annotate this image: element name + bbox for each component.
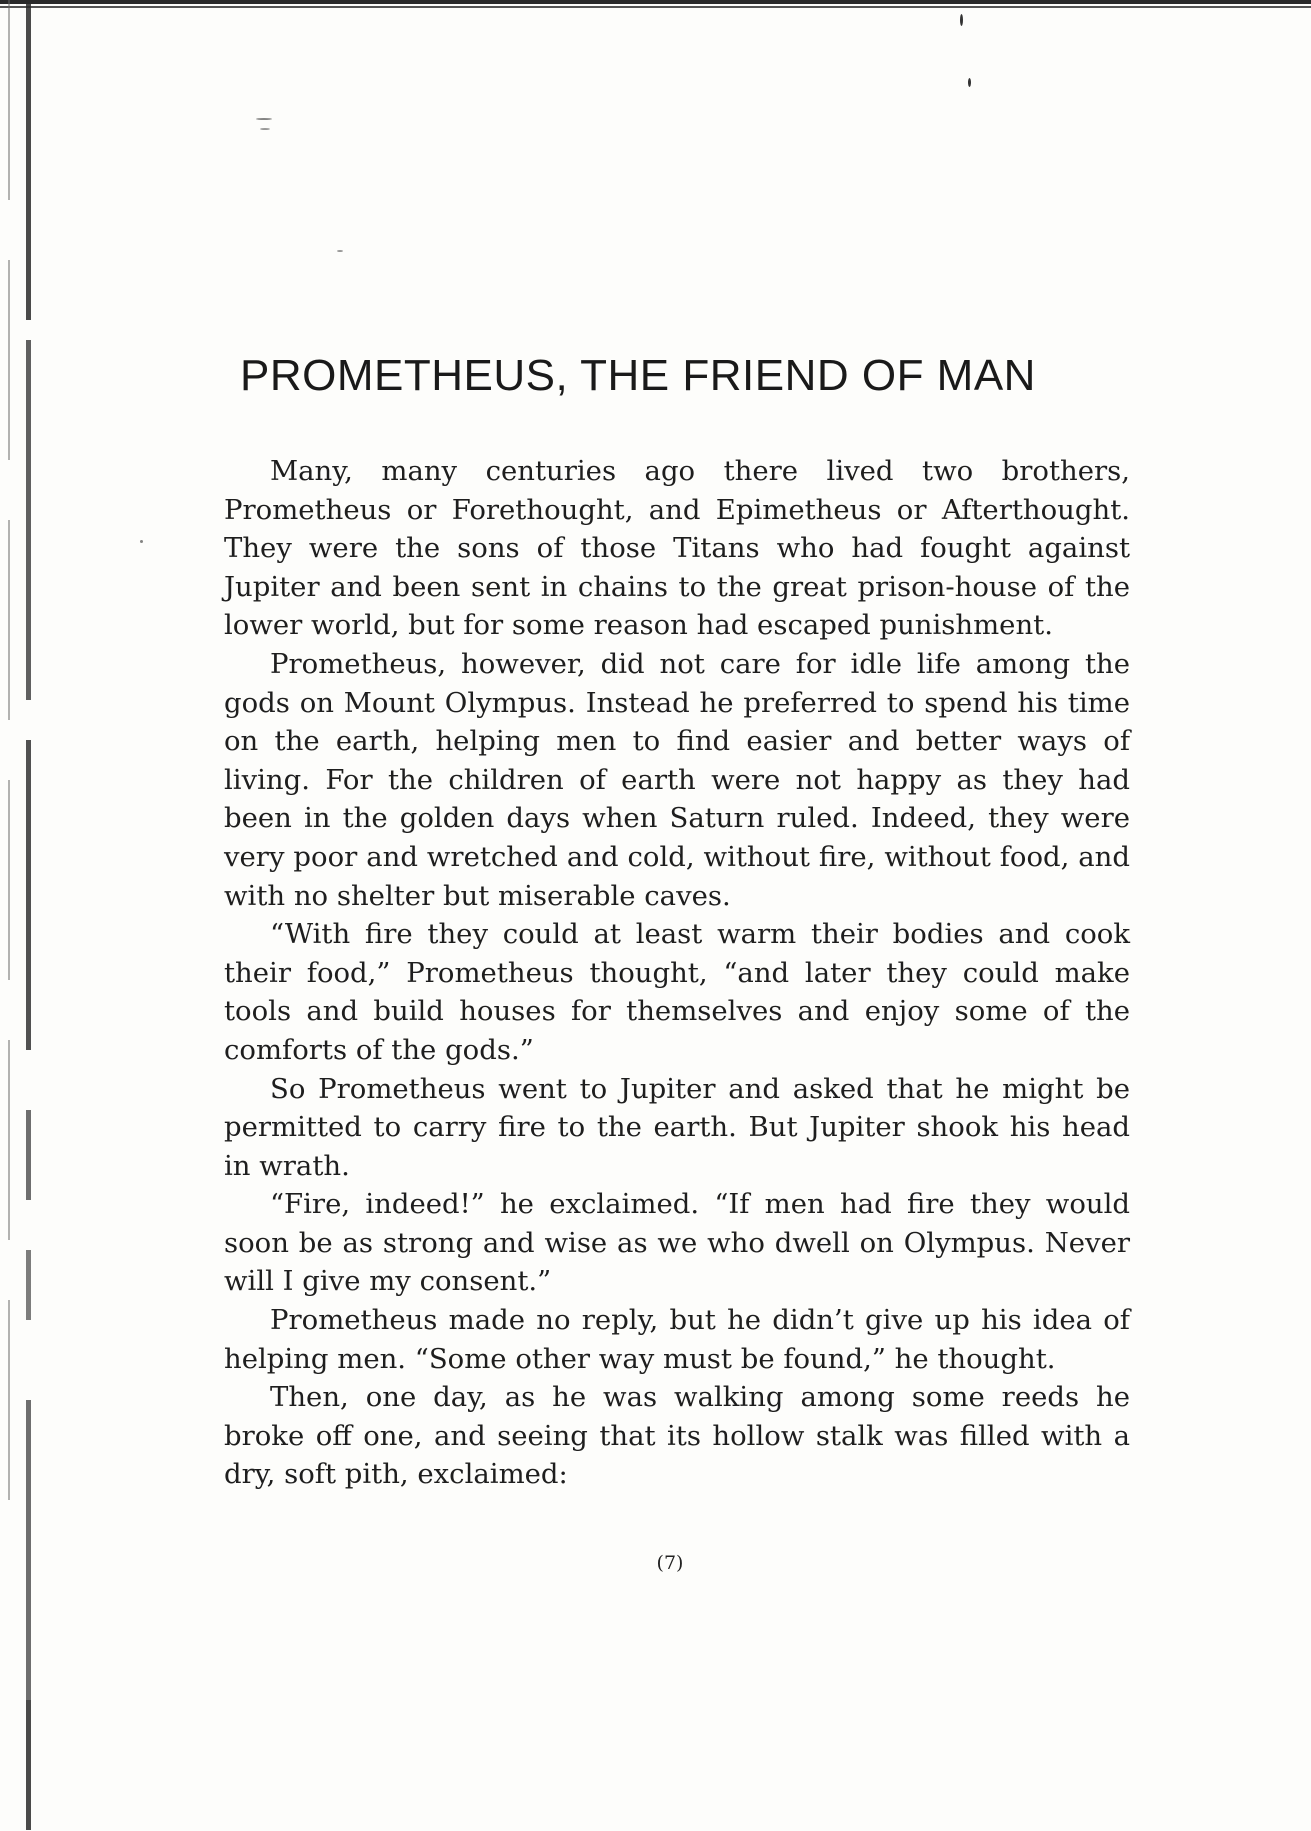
chapter-body [224, 452, 1130, 1494]
paragraph: “With fire they could at least warm their bodies and cook their food,” Prometheus thought, “and later they could make tools and build houses for themselves and enjoy some of the comforts of the gods.” [224, 918, 1130, 1066]
paragraph: Then, one day, as he was walking among some reeds he broke off one, and seeing that its hollow stalk was filled with a dry, soft pith, exclaimed: [224, 1381, 1130, 1491]
scan-speck [337, 250, 343, 252]
scan-binding-edge [26, 0, 31, 1830]
paragraph: Prometheus, however, did not care for idle life among the gods on Mount Olympus. Instead he preferred to spend his time on the earth, helping men to find easier and better ways of living. For the children of earth were not happy as they had been in the golden days when Saturn ruled. Indeed, they were very poor and wretched and cold, without fire, without food, and with no shelter but miserable caves. [224, 647, 1130, 912]
scan-speck [256, 118, 272, 120]
paragraph: Prometheus made no reply, but he didn’t give up his idea of helping men. “Some other way must be found,” he thought. [224, 1304, 1130, 1375]
scan-speck [960, 14, 963, 26]
scan-edge-shadow [8, 0, 10, 1500]
scan-top-border [0, 0, 1311, 10]
paragraph: So Prometheus went to Jupiter and asked that he might be permitted to carry fire to the earth. But Jupiter shook his head in wrath. [224, 1072, 1130, 1182]
paragraph: Many, many centuries ago there lived two brothers, Prometheus or Forethought, and Epimetheus or Afterthought. They were the sons of those Titans who had fought against Jupiter and been sent in chains to the great prison-house of the lower world, but for some reason had escaped punishment. [224, 455, 1130, 642]
scan-speck [968, 78, 971, 87]
page-number: (7) [656, 1552, 684, 1574]
scan-speck [140, 540, 143, 543]
scan-speck [260, 128, 270, 130]
paragraph: “Fire, indeed!” he exclaimed. “If men had fire they would soon be as strong and wise as we who dwell on Olympus. Never will I give my consent.” [224, 1188, 1130, 1298]
chapter-title: PROMETHEUS, THE FRIEND OF MAN [240, 351, 1036, 400]
